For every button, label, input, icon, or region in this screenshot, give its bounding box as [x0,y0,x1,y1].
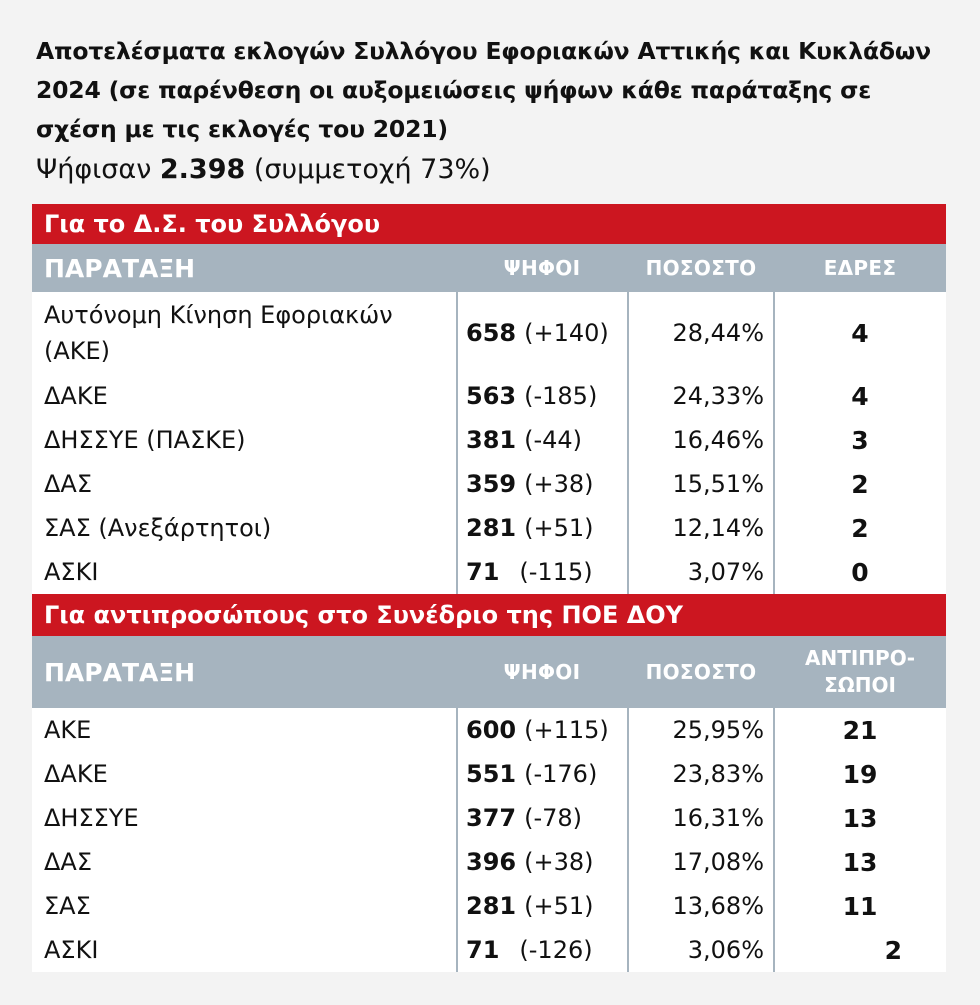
delegates-header-line1: ΑΝΤΙΠΡΟ- [805,646,915,670]
votes-change: (-126) [519,936,593,964]
party-name: ΑΚΕ [44,716,92,744]
vote-percent: 3,07% [687,558,764,586]
votes-value: 563 [466,382,517,410]
votes-change: (-44) [524,426,583,454]
party-name: ΣΑΣ (Ανεξάρτητοι) [44,514,272,542]
party-name: ΑΣΚΙ [44,936,99,964]
vote-percent: 16,31% [672,804,764,832]
votes-change: (-115) [519,558,593,586]
seat-count: 3 [851,425,869,455]
party-name: ΔΗΣΣΥΕ (ΠΑΣΚΕ) [44,426,246,454]
table-row [32,550,946,594]
votes-value: 359 [466,470,517,498]
congress-table-header [32,636,946,708]
vote-percent: 16,46% [672,426,764,454]
vote-count [466,506,626,550]
votes-value: 381 [466,426,517,454]
votes-value: 377 [466,804,517,832]
congress-col-delegates [774,636,946,708]
party-name: Αυτόνομη Κίνηση Εφοριακών (ΑΚΕ) [44,301,393,365]
vote-percent: 13,68% [672,892,764,920]
delegate-count: 11 [842,891,878,921]
delegate-count: 19 [842,759,878,789]
seat-count: 2 [851,469,869,499]
votes-value: 281 [466,514,517,542]
congress-col-pct: ΠΟΣΟΣΤΟ [645,660,757,684]
column-divider [773,292,775,594]
vote-percent: 25,95% [672,716,764,744]
column-divider [456,292,458,594]
delegate-count: 21 [842,715,878,745]
vote-count [466,884,626,928]
delegate-count: 13 [842,803,878,833]
seat-count: 0 [851,557,869,587]
votes-change: (+51) [524,892,594,920]
votes-value: 396 [466,848,517,876]
vote-percent: 17,08% [672,848,764,876]
turnout-suffix: (συμμετοχή 73%) [245,154,491,185]
votes-value: 600 [466,716,517,744]
vote-count [466,708,626,752]
votes-change: (-176) [524,760,598,788]
votes-change: (-185) [524,382,598,410]
congress-col-party: ΠΑΡΑΤΑΞΗ [44,657,196,687]
votes-value: 281 [466,892,517,920]
party-name: ΔΑΣ [44,470,92,498]
votes-value: 71 [466,558,500,586]
party-name: ΑΣΚΙ [44,558,99,586]
column-divider [773,708,775,972]
board-table-header [32,244,946,292]
vote-count [466,418,626,462]
delegate-count: 2 [884,935,902,965]
vote-percent: 3,06% [687,936,764,964]
votes-change: (+140) [524,319,609,347]
board-section-heading: Για το Δ.Σ. του Συλλόγου [32,204,946,244]
table-row [32,462,946,506]
vote-count [466,292,626,374]
board-col-votes: ΨΗΦΟΙ [503,256,581,280]
votes-change: (-78) [524,804,583,832]
seat-count: 4 [851,381,869,411]
vote-count [466,840,626,884]
column-divider [456,708,458,972]
seat-count: 2 [851,513,869,543]
vote-percent: 23,83% [672,760,764,788]
page-title: Αποτελέσματα εκλογών Συλλόγου Εφοριακών Αττικής και Κυκλάδων 2024 (σε παρένθεση οι αυξομειώσεις ψήφων κάθε παράταξης σε σχέση με τις εκλογές του 2021) [36,37,931,143]
vote-percent: 28,44% [672,319,764,347]
table-row [32,928,946,972]
votes-value: 71 [466,936,500,964]
table-row [32,292,946,374]
table-row [32,796,946,840]
party-name: ΔΑΚΕ [44,382,108,410]
votes-change: (+51) [524,514,594,542]
board-col-party: ΠΑΡΑΤΑΞΗ [44,253,196,283]
table-row [32,418,946,462]
table-row [32,884,946,928]
party-name: ΔΗΣΣΥΕ [44,804,139,832]
votes-change: (+38) [524,848,594,876]
turnout-line [36,150,491,190]
table-row [32,752,946,796]
vote-percent: 24,33% [672,382,764,410]
vote-count [466,796,626,840]
congress-section-heading: Για αντιπροσώπους στο Συνέδριο της ΠΟΕ ΔΟΥ [32,594,946,636]
table-row [32,840,946,884]
delegates-header-line2: ΣΩΠΟΙ [824,673,896,697]
column-divider [627,708,629,972]
board-col-pct: ΠΟΣΟΣΤΟ [645,256,757,280]
table-row [32,708,946,752]
party-name: ΔΑΣ [44,848,92,876]
votes-change: (+115) [524,716,609,744]
table-row [32,374,946,418]
party-name: ΔΑΚΕ [44,760,108,788]
delegate-count: 13 [842,847,878,877]
vote-percent: 12,14% [672,514,764,542]
vote-percent: 15,51% [672,470,764,498]
vote-count [466,550,626,594]
votes-value: 658 [466,319,517,347]
turnout-count: 2.398 [159,154,246,185]
turnout-prefix: Ψήφισαν [36,154,160,185]
vote-count [466,374,626,418]
party-name: ΣΑΣ [44,892,91,920]
vote-count [466,752,626,796]
board-col-seats: ΕΔΡΕΣ [823,256,897,280]
congress-table-body [32,708,946,972]
table-row [32,506,946,550]
votes-value: 551 [466,760,517,788]
vote-count [466,928,626,972]
vote-count [466,462,626,506]
column-divider [627,292,629,594]
congress-col-votes: ΨΗΦΟΙ [503,660,581,684]
seat-count: 4 [851,318,869,348]
board-table-body [32,292,946,594]
votes-change: (+38) [524,470,594,498]
